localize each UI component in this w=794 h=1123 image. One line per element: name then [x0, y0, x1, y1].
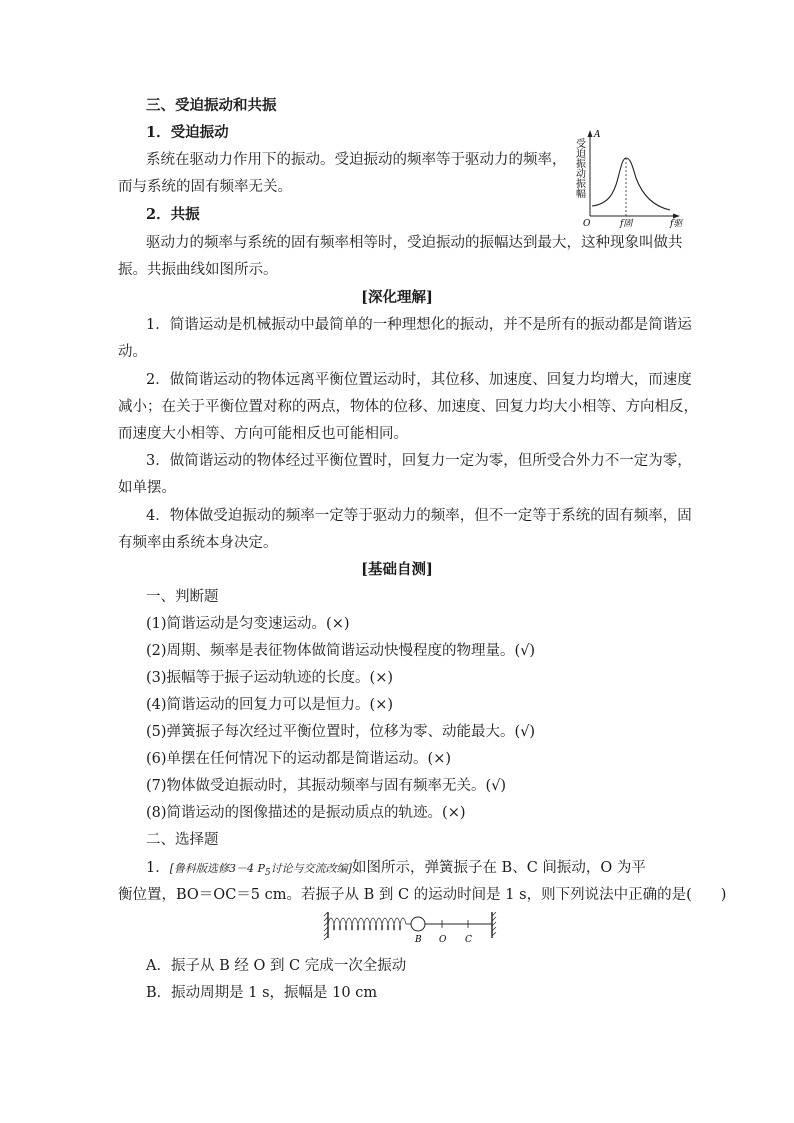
resonance-y-symbol: A [594, 130, 601, 140]
judge-title: 一、判断题 [146, 589, 219, 605]
paragraph-line: 有频率由系统本身决定。 [118, 535, 278, 551]
judge-item: (5)弹簧振子每次经过平衡位置时，位移为零、动能最大。(√) [146, 724, 536, 740]
subsection-title-forced-vibration: 1．受迫振动 [146, 124, 229, 141]
paragraph-line: 1．简谐运动是机械振动中最简单的一种理想化的振动，并不是所有的振动都是简谐运 [146, 317, 692, 333]
judge-item: (1)简谐运动是匀变速运动。(×) [146, 616, 350, 632]
paragraph-line: 而与系统的固有频率无关。 [118, 179, 292, 195]
paragraph-line: 而速度大小相等、方向可能相反也可能相同。 [118, 426, 408, 442]
spring-label-o: O [439, 935, 447, 945]
spring-label-b: B [415, 935, 422, 945]
spring-label-c: C [465, 935, 472, 945]
choice-title: 二、选择题 [146, 832, 219, 848]
judge-item: (8)简谐运动的图像描述的是振动质点的轨迹。(×) [146, 805, 466, 821]
question-source: [鲁科版选修3－4 $P_5$讨论与交流改编] [169, 862, 352, 878]
paragraph-line: 如单摆。 [118, 480, 176, 496]
paragraph-line: 减小；在关于平衡位置对称的两点，物体的位移、加速度、回复力均大小相等、方向相反， [118, 399, 698, 415]
resonance-ylabel: 受迫振动振幅 [573, 138, 585, 198]
question-1-line1 [146, 858, 646, 883]
resonance-curve-figure [570, 128, 688, 228]
resonance-origin: O [583, 219, 591, 228]
option-a: A．振子从 B 经 O 到 C 完成一次全振动 [146, 958, 407, 974]
section-heading-deepen: [深化理解] [361, 289, 433, 306]
resonance-x-label: f驱 [670, 219, 683, 228]
question-1-line2: 衡位置，BO＝OC＝5 cm。若振子从 B 到 C 的运动时间是 1 s，则下列说法中正确的是( ) [118, 887, 727, 903]
paragraph-line: 2．做简谐运动的物体远离平衡位置运动时，其位移、加速度、回复力均增大，而速度 [146, 372, 692, 388]
judge-item: (4)简谐运动的回复力可以是恒力。(×) [146, 697, 394, 713]
judge-item: (3)振幅等于振子运动轨迹的长度。(×) [146, 670, 394, 686]
paragraph-line: 3．做简谐运动的物体经过平衡位置时，回复力一定为零，但所受合外力不一定为零， [146, 453, 692, 469]
judge-item: (7)物体做受迫振动时，其振动频率与固有频率无关。(√) [146, 778, 507, 794]
paragraph-line: 系统在驱动力作用下的振动。受迫振动的频率等于驱动力的频率， [146, 152, 567, 168]
judge-item: (2)周期、频率是表征物体做简谐运动快慢程度的物理量。(√) [146, 643, 536, 659]
section-heading-selftest: [基础自测] [361, 561, 433, 578]
paragraph-line: 动。 [118, 344, 147, 360]
paragraph-line: 4．物体做受迫振动的频率一定等于驱动力的频率，但不一定等于系统的固有频率，固 [146, 508, 692, 524]
subsection-title-resonance: 2．共振 [146, 206, 200, 223]
question-text: 如图所示，弹簧振子在 B、C 间振动，O 为平 [351, 860, 646, 876]
paragraph-line: 振。共振曲线如图所示。 [118, 262, 278, 278]
paragraph-line: 驱动力的频率与系统的固有频率相等时，受迫振动的振幅达到最大，这种现象叫做共 [146, 235, 683, 251]
option-b: B．振动周期是 1 s，振幅是 10 cm [146, 985, 378, 1001]
judge-item: (6)单摆在任何情况下的运动都是简谐运动。(×) [146, 751, 452, 767]
section-title: 三、受迫振动和共振 [146, 97, 277, 114]
resonance-peak-label: f固 [620, 219, 633, 228]
question-number: 1． [146, 860, 170, 876]
spring-oscillator-figure [322, 910, 502, 946]
